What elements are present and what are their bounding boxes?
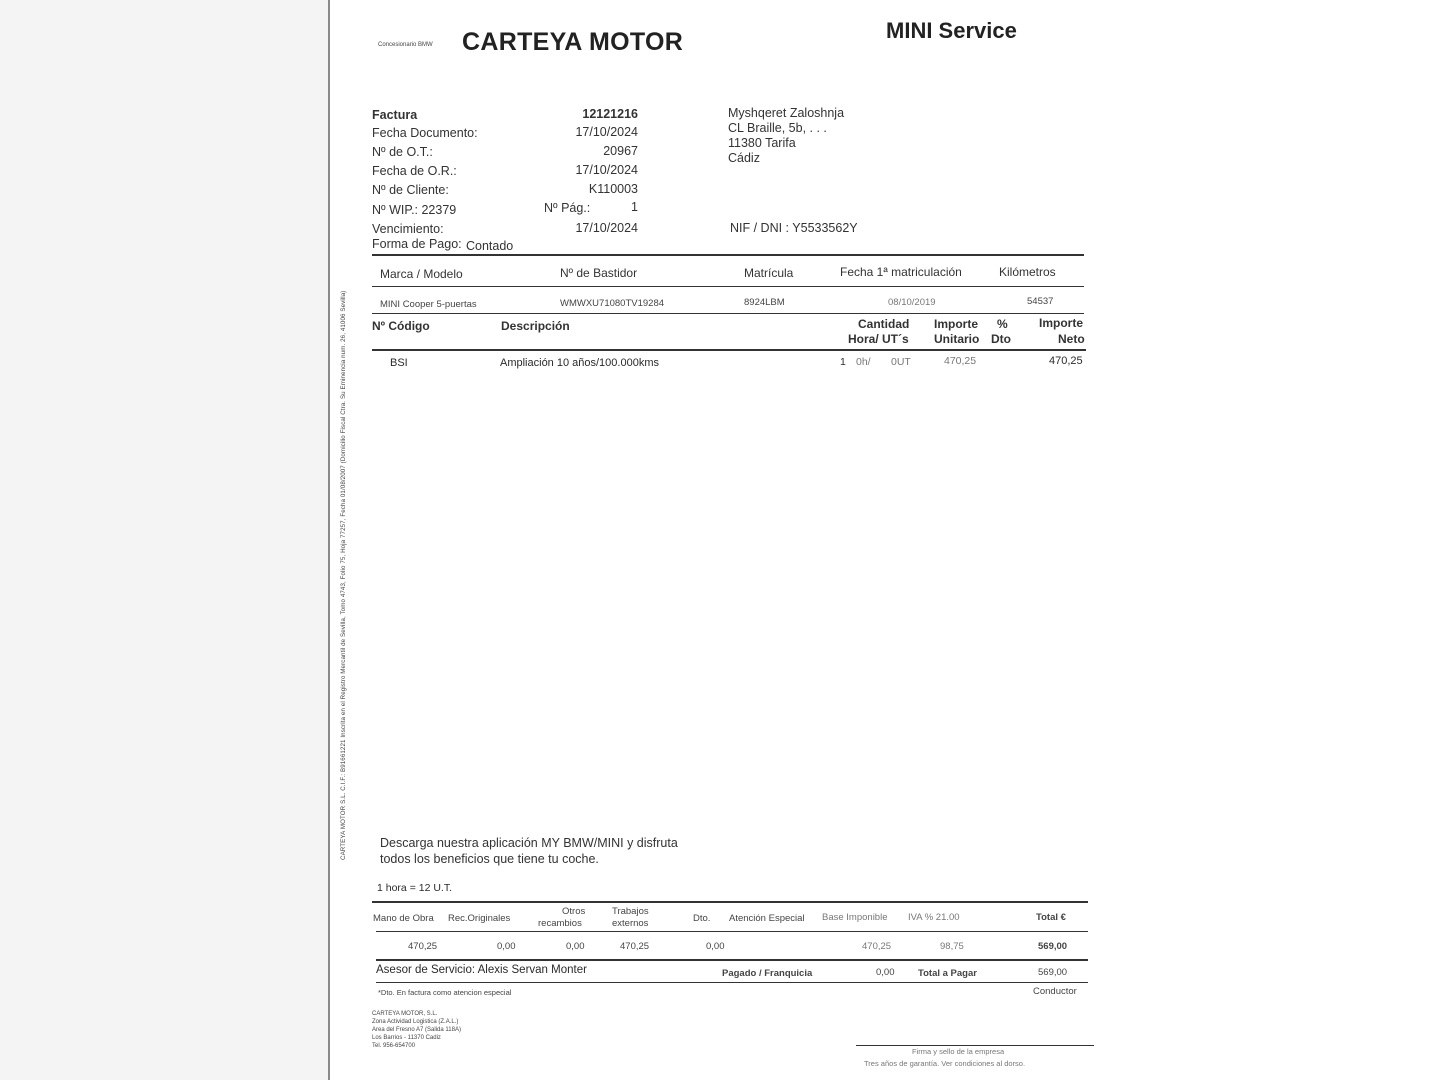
items-header-pct: % (997, 317, 1008, 331)
signature-line (856, 1045, 1094, 1046)
vehicle-header-matricula: Matrícula (744, 266, 794, 280)
totals-otros-value: 0,00 (566, 941, 585, 952)
total-pagar-value: 569,00 (1038, 967, 1068, 978)
item-horas: 0h/ (856, 356, 871, 368)
asesor-servicio: Asesor de Servicio: Alexis Servan Monter (376, 964, 587, 976)
customer-street: CL Braille, 5b, . . . (728, 121, 827, 135)
conductor-label: Conductor (1033, 986, 1077, 997)
vehicle-matricula-value: 8924LBM (744, 297, 785, 308)
divider (376, 959, 1088, 961)
item-ut: 0UT (891, 356, 911, 368)
divider (372, 286, 1084, 287)
promo-line-1: Descarga nuestra aplicación MY BMW/MINI y disfruta (380, 836, 678, 850)
company-address (372, 1010, 461, 1050)
divider (376, 982, 1088, 983)
totals-header-rec: Rec.Originales (448, 913, 511, 924)
wip-label: Nº WIP.: 22379 (372, 203, 457, 217)
company-address-line: Tel. 956-654700 (372, 1043, 416, 1049)
totals-header-trabajos: Trabajos (612, 906, 649, 917)
vehicle-fecha-value: 08/10/2019 (888, 297, 936, 308)
totals-header-otros: Otros (562, 906, 586, 917)
vehicle-km-value: 54537 (1027, 296, 1054, 307)
fecha-doc-label: Fecha Documento: (372, 126, 478, 140)
totals-header-atencion: Atención Especial (729, 913, 805, 924)
company-address-line: CARTEYA MOTOR, S.L. (372, 1011, 438, 1017)
pag-label: Nº Pág.: (544, 201, 591, 215)
cliente-label: Nº de Cliente: (372, 183, 449, 197)
vehicle-model-value: MINI Cooper 5-puertas (380, 299, 477, 310)
legal-sidebar-text: CARTEYA MOTOR S.L. C.I.F.: B91661221 Inscrita en el Registro Mercantil de Sevilla, Tomo 4743, Folio 75, Hoja 77257, Fecha 01/08/2007 (Domicilio Fiscal Ctra. Su Eminencia num. 26, 41006 Sevilla) (340, 290, 347, 860)
vencimiento-label: Vencimiento: (372, 222, 444, 236)
vehicle-header-bastidor: Nº de Bastidor (560, 266, 638, 280)
items-header-codigo: Nº Código (372, 319, 430, 333)
service-title: MINI Service (886, 18, 1017, 43)
dto-note: *Dto. En factura como atencion especial (378, 988, 512, 997)
totals-rec-value: 0,00 (497, 941, 516, 952)
factura-number: 12121216 (582, 107, 638, 121)
items-header-unitario: Unitario (934, 332, 980, 346)
items-header-importe-neto: Importe (1039, 316, 1084, 330)
ot-label: Nº de O.T.: (372, 145, 433, 159)
item-unitario: 470,25 (944, 355, 977, 367)
totals-header-externos: externos (612, 918, 649, 929)
forma-pago-value: Contado (466, 239, 514, 253)
cliente-value: K110003 (588, 182, 638, 196)
vehicle-bastidor-value: WMWXU71080TV19284 (560, 298, 665, 309)
item-descripcion: Ampliación 10 años/100.000kms (500, 357, 659, 369)
totals-trabajos-value: 470,25 (620, 941, 650, 952)
totals-base-value: 470,25 (862, 941, 892, 952)
totals-header-recambios: recambios (538, 918, 582, 929)
pagado-label: Pagado / Franquicia (722, 968, 813, 979)
customer-city: 11380 Tarifa (728, 136, 796, 150)
vehicle-header-fecha: Fecha 1ª matriculación (840, 265, 962, 279)
divider (372, 901, 1088, 903)
company-logo-text: CARTEYA MOTOR (462, 28, 684, 56)
divider (372, 313, 1084, 314)
dealer-tag: Concesionario BMW (378, 42, 433, 48)
fecha-or-label: Fecha de O.R.: (372, 164, 457, 178)
vehicle-header-model: Marca / Modelo (380, 267, 463, 281)
items-header-dto: Dto (991, 332, 1011, 346)
firma-label: Firma y sello de la empresa (912, 1047, 1005, 1056)
totals-header-dto: Dto. (693, 913, 711, 924)
customer-province: Cádiz (728, 151, 760, 165)
company-address-line: Los Barrios - 11370 Cadiz (372, 1035, 441, 1041)
item-cantidad: 1 (840, 356, 846, 368)
items-header-horas: Hora/ UT´s (848, 332, 909, 346)
totals-iva-value: 98,75 (940, 941, 964, 952)
items-header-descripcion: Descripción (501, 319, 570, 333)
divider (376, 931, 1088, 932)
item-neto: 470,25 (1049, 355, 1083, 367)
vencimiento-value: 17/10/2024 (575, 221, 638, 235)
totals-mano-value: 470,25 (408, 941, 438, 952)
ut-note: 1 hora = 12 U.T. (377, 882, 453, 894)
totals-header-iva: IVA % 21.00 (908, 912, 960, 923)
fecha-or-value: 17/10/2024 (575, 163, 638, 177)
divider (372, 254, 1084, 256)
garantia-note: Tres años de garantía. Ver condiciones al dorso. (864, 1059, 1026, 1068)
pag-value: 1 (631, 200, 638, 214)
items-header-neto: Neto (1058, 332, 1085, 346)
company-address-line: Area del Fresno A7 (Salida 118A) (372, 1027, 461, 1033)
promo-line-2: todos los beneficios que tiene tu coche. (380, 852, 599, 866)
totals-total-value: 569,00 (1038, 941, 1068, 952)
ot-value: 20967 (603, 144, 638, 158)
totals-header-total: Total € (1036, 912, 1066, 923)
customer-name: Myshqeret Zaloshnja (728, 106, 845, 120)
vehicle-header-km: Kilómetros (999, 265, 1056, 279)
company-address-line: Zona Actividad Logistica (Z.A.L.) (372, 1019, 459, 1025)
factura-label: Factura (372, 108, 418, 122)
fecha-doc-value: 17/10/2024 (575, 125, 638, 139)
totals-dto-value: 0,00 (706, 941, 725, 952)
divider (372, 349, 1086, 351)
item-codigo: BSI (390, 357, 408, 369)
totals-header-mano: Mano de Obra (373, 913, 434, 924)
forma-pago-label: Forma de Pago: (372, 237, 462, 251)
items-header-importe: Importe (934, 317, 979, 331)
total-pagar-label: Total a Pagar (918, 968, 977, 979)
pagado-value: 0,00 (876, 967, 895, 978)
customer-nif: NIF / DNI : Y5533562Y (730, 221, 858, 235)
items-header-cantidad: Cantidad (858, 317, 910, 331)
totals-header-base: Base Imponible (822, 912, 888, 923)
